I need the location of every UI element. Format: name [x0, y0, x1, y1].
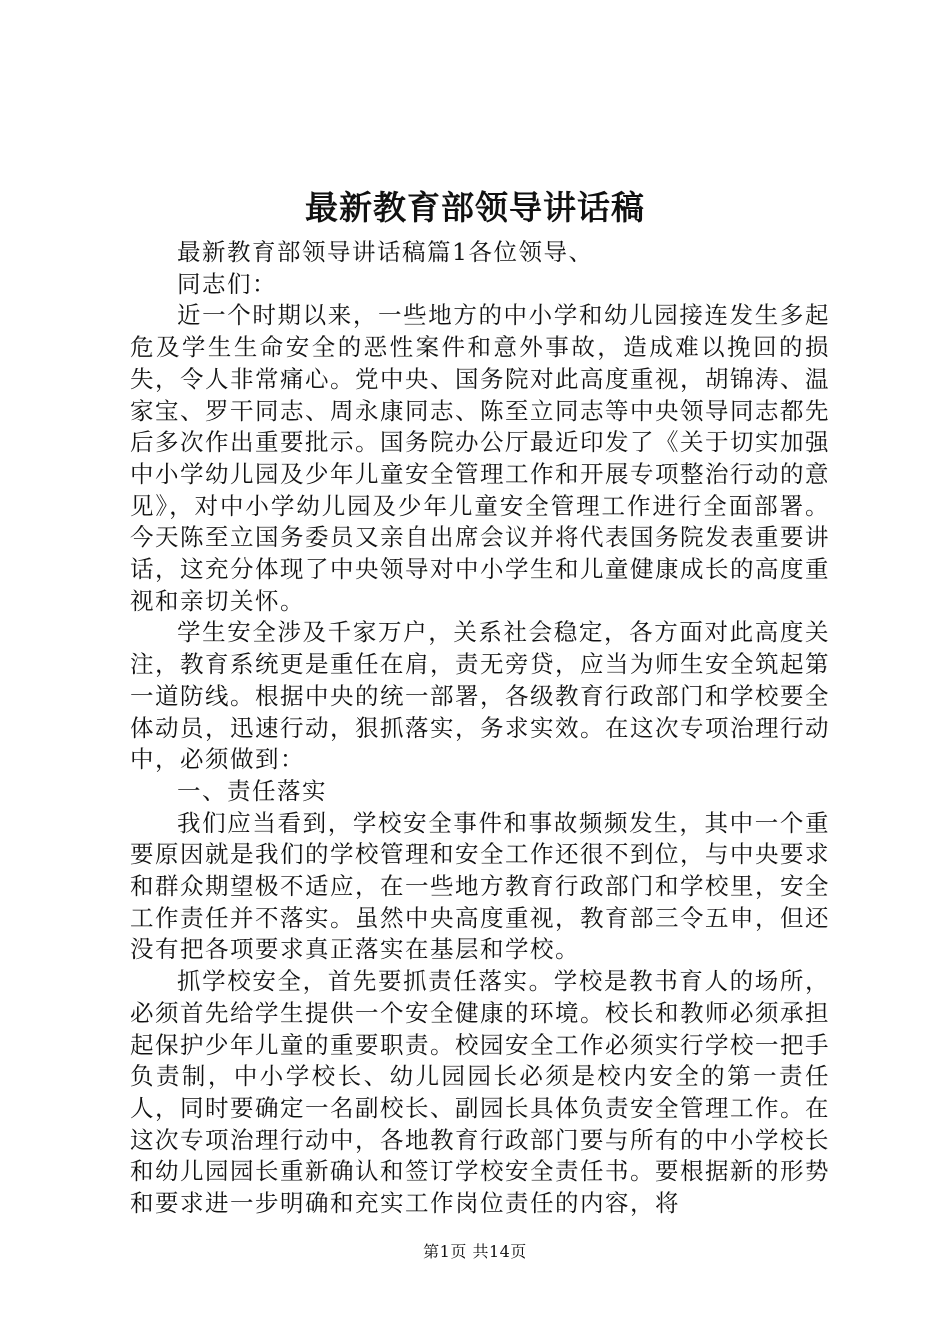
paragraph-background: 近一个时期以来，一些地方的中小学和幼儿园接连发生多起危及学生生命安全的恶性案件和意外事故，造成难以挽回的损失，令人非常痛心。党中央、国务院对此高度重视，胡锦涛、温家宝、罗干同志、周永康同志、陈至立同志等中央领导同志都先后多次作出重要批示。国务院办公厅最近印发了《关于切实加强中小学幼儿园及少年儿童安全管理工作和开展专项整治行动的意见》，对中小学幼儿园及少年儿童安全管理工作进行全面部署。今天陈至立国务委员又亲自出席会议并将代表国务院发表重要讲话，这充分体现了中央领导对中小学生和儿童健康成长的高度重视和亲切关怀。: [130, 301, 830, 615]
document-title: 最新教育部领导讲话稿: [305, 188, 645, 227]
paragraph-salutation: 同志们：: [177, 269, 277, 298]
paragraph-student-safety: 学生安全涉及千家万户，关系社会稳定，各方面对此高度关注，教育系统更是重任在肩，责无旁贷，应当为师生安全筑起第一道防线。根据中央的统一部署，各级教育行政部门和学校要全体动员，迅速行动，狠抓落实，务求实效。在这次专项治理行动中，必须做到：: [130, 618, 830, 774]
paragraph-responsibility-details: 抓学校安全，首先要抓责任落实。学校是教书育人的场所，必须首先给学生提供一个安全健康的环境。校长和教师必须承担起保护少年儿童的重要职责。校园安全工作必须实行学校一把手负责制，中小学校长、幼儿园园长必须是校内安全的第一责任人，同时要确定一名副校长、副园长具体负责安全管理工作。在这次专项治理行动中，各地教育行政部门要与所有的中小学校长和幼儿园园长重新确认和签订学校安全责任书。要根据新的形势和要求进一步明确和充实工作岗位责任的内容，将: [130, 967, 830, 1218]
page-number-footer: 第1页 共14页: [423, 1242, 527, 1261]
paragraph-opening: 最新教育部领导讲话稿篇1各位领导、: [177, 238, 594, 266]
paragraph-problem-analysis: 我们应当看到，学校安全事件和事故频频发生，其中一个重要原因就是我们的学校管理和安全工作还很不到位，与中央要求和群众期望极不适应，在一些地方教育行政部门和学校里，安全工作责任并不落实。虽然中央高度重视，教育部三令五申，但还没有把各项要求真正落实在基层和学校。: [130, 808, 830, 964]
document-body: [130, 237, 830, 1220]
section-heading-responsibility: 一、责任落实: [177, 776, 327, 805]
